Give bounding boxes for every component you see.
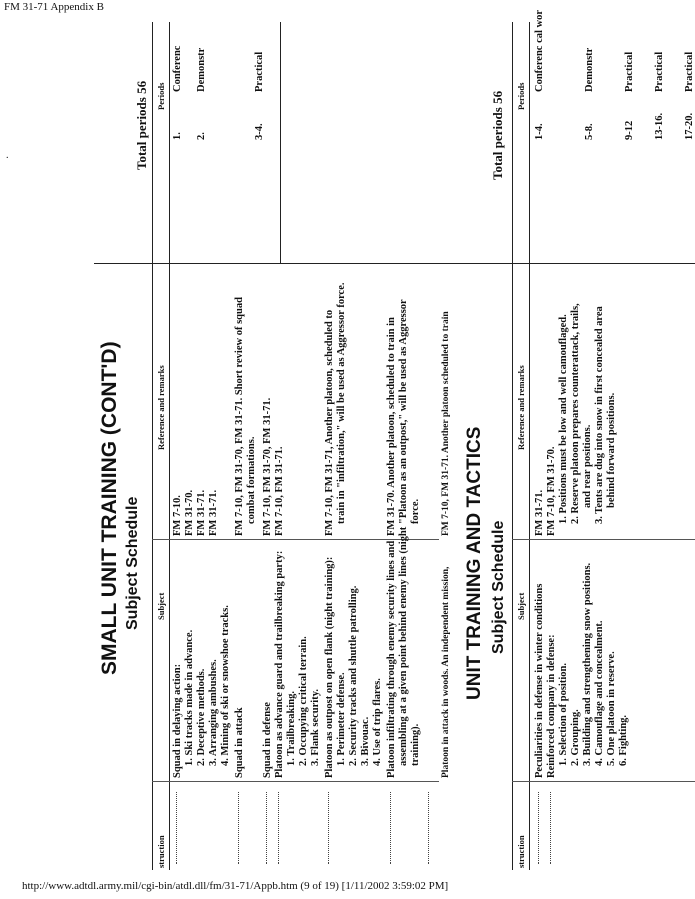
s2-period-3: 9-12 <box>624 120 635 140</box>
s1-col-reference: Reference and remarks <box>156 365 166 450</box>
s1-period-1: 1. <box>172 132 183 140</box>
browser-header: FM 31-71 Appendix B <box>4 1 104 13</box>
s1-r1-ref-1: FM 31-70. <box>184 489 195 536</box>
s2-period-5: 17-20. <box>684 112 695 140</box>
s1-r1-subj-0: Squad in delaying action: <box>172 663 183 778</box>
s1-r1-subj-2: 2. Deceptive methods. <box>196 668 207 766</box>
s2-col-instruction: struction <box>516 835 526 868</box>
s1-type-2: Demonstr <box>196 47 207 92</box>
browser-footer: http://www.adtdl.army.mil/cgi-bin/atdl.dll/fm/31-71/Appb.htm (9 of 19) [1/11/2002 3:59:02 PM] <box>22 880 449 892</box>
s1-r6-ref-0: FM 31-70. Another platoon, scheduled to train in <box>386 317 397 536</box>
s1-r6-subj-2: training). <box>410 723 421 766</box>
section2-subtitle: Subject Schedule <box>490 520 507 654</box>
s2-r2-ref-5: behind forward positions. <box>606 392 617 508</box>
s2-type-3: Practical <box>624 51 635 92</box>
s1-r5-subj-4: 4. Use of trip flares. <box>372 678 383 766</box>
s1-r7-subj-0: Platoon in attack in woods. An independent mission, <box>441 566 451 778</box>
section2-title: UNIT TRAINING AND TACTICS <box>464 426 485 700</box>
s1-r3-subj-0: Squad in defense <box>262 702 273 778</box>
s1-r5-ref-0: FM 7-10, FM 31-71, Another platoon, scheduled to <box>324 309 335 536</box>
s2-col-reference: Reference and remarks <box>516 365 526 450</box>
rotated-scanned-page <box>94 9 695 870</box>
s2-r2-ref-4: 3. Tents are dug into snow in first concealed area <box>594 306 605 524</box>
s1-col-subject: Subject <box>156 592 166 620</box>
s2-r2-ref-3: and rear positions. <box>582 424 593 508</box>
section1-title: SMALL UNIT TRAINING (CONT'D) <box>98 341 121 675</box>
s2-type-2: Demonstr <box>584 47 595 92</box>
s1-r5-ref-1: train in "infiltration," will be used as Aggressor force. <box>336 282 347 524</box>
s1-r5-subj-0: Platoon as outpost on open flank (night training): <box>324 556 335 778</box>
s1-r2-ref-0: FM 7-10, FM 31-70, FM 31-71. Short review of squad <box>234 297 245 536</box>
section1-subtitle: Subject Schedule <box>124 496 141 630</box>
s2-r2-ref-1: 1. Positions must be low and well camouflaged. <box>558 314 569 524</box>
s1-r1-subj-3: 3. Arranging ambushes. <box>208 659 219 766</box>
s2-r2-subj-5: 5. One platoon in reserve. <box>606 651 617 766</box>
s1-r2-subj-0: Squad in attack <box>234 707 245 778</box>
s1-r6-ref-1: "Platoon as an outpost," will be used as Aggressor <box>398 299 409 524</box>
s2-r2-ref-0: FM 7-10, FM 31-70. <box>546 446 557 536</box>
s1-r4-subj-0: Platoon as advance guard and trailbreaking party: <box>274 550 285 778</box>
s1-col-instruction: struction <box>156 835 166 868</box>
s1-period-3: 3-4. <box>254 123 265 140</box>
s2-r2-subj-2: 2. Grouping. <box>570 709 581 766</box>
s2-type-5: Practical <box>684 51 695 92</box>
s2-r2-subj-3: 3. Building and strengthening snow positions. <box>582 562 593 766</box>
page-mark: . <box>6 150 9 161</box>
s2-r2-subj-6: 6. Fighting. <box>618 714 629 766</box>
s1-r1-subj-4: 4. Mining of ski or snowshoe tracks. <box>220 605 231 766</box>
s1-r4-subj-3: 3. Flank security. <box>310 688 321 766</box>
s1-r5-subj-1: 1. Perimeter defense. <box>336 672 347 766</box>
s1-r6-subj-0: Platoon infiltrating through enemy security lines and <box>386 540 397 778</box>
s2-period-2: 5-8. <box>584 123 595 140</box>
s1-r1-ref-3: FM 31-71. <box>208 489 219 536</box>
s1-r6-subj-1: assembling at a given point behind enemy lines (night <box>398 526 409 766</box>
s1-r3-ref-0: FM 7-10, FM 31-70, FM 31-71. <box>262 397 273 536</box>
s2-r2-subj-4: 4. Camouflage and concealment. <box>594 620 605 766</box>
section2-total: Total periods 56 <box>490 90 505 180</box>
s2-r2-subj-1: 1. Selection of position. <box>558 663 569 766</box>
s1-r5-subj-3: 3. Bivouac. <box>360 716 371 766</box>
s2-r1-ref-0: FM 31-71. <box>534 489 545 536</box>
s1-r1-ref-2: FM 31-71. <box>196 489 207 536</box>
s1-type-3: Practical <box>254 51 265 92</box>
s1-type-1: Conferenc <box>172 45 183 92</box>
s1-r4-subj-2: 2. Occupying critical terrain. <box>298 636 309 766</box>
s2-col-periods: Periods <box>516 82 526 110</box>
s1-r6-ref-2: force. <box>410 498 421 524</box>
s2-r2-subj-0: Reinforced company in defense: <box>546 634 557 778</box>
s1-r4-subj-1: 1. Trailbreaking. <box>286 691 297 766</box>
s1-r7-ref-0: FM 7-10, FM 31-71. Another platoon scheduled to train <box>441 311 451 536</box>
s2-col-subject: Subject <box>516 592 526 620</box>
s2-period-1: 1-4. <box>534 123 545 140</box>
section1-total: Total periods 56 <box>134 80 149 170</box>
s2-r1-subj-0: Peculiarities in defense in winter conditions <box>534 583 545 778</box>
s1-col-periods: Periods <box>156 82 166 110</box>
s1-r5-subj-2: 2. Security tracks and shuttle patrolling. <box>348 585 359 766</box>
s1-period-2: 2. <box>196 132 207 140</box>
s2-period-4: 13-16. <box>654 112 665 140</box>
s1-r1-ref-0: FM 7-10. <box>172 495 183 536</box>
s2-type-4: Practical <box>654 51 665 92</box>
s1-r2-ref-1: combat formations. <box>246 436 257 524</box>
s2-r2-ref-2: 2. Reserve platoon prepares counterattack, trails, <box>570 303 581 524</box>
s1-r1-subj-1: 1. Ski tracks made in advance. <box>184 629 195 766</box>
s2-type-1: Conferenc cal wor <box>534 9 545 92</box>
s1-r4-ref-0: FM 7-10, FM 31-71. <box>274 446 285 536</box>
